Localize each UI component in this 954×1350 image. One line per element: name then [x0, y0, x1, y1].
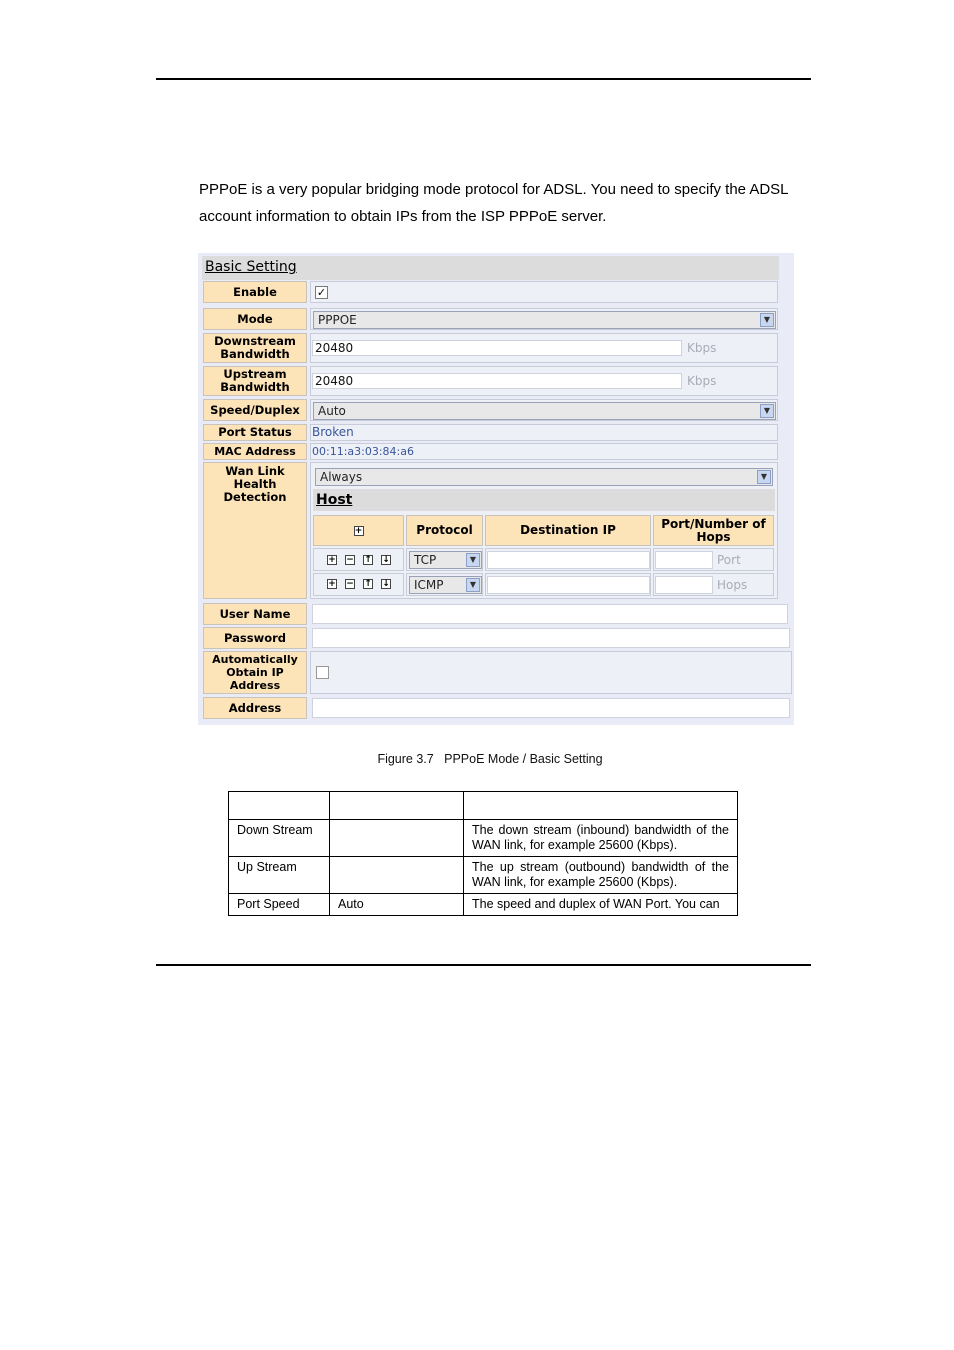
- table-cell: Down Stream: [229, 820, 330, 857]
- mac-address-label: MAC Address: [203, 443, 307, 460]
- table-row: [229, 857, 738, 894]
- row1-port-cell: [653, 548, 774, 571]
- panel-header: [202, 256, 779, 280]
- user-name-value-cell: [310, 603, 790, 625]
- speed-duplex-value-cell: [310, 399, 778, 421]
- row2-protocol-value: ICMP: [414, 578, 444, 592]
- table-cell: [330, 857, 464, 894]
- upstream-label: Upstream Bandwidth: [203, 366, 307, 396]
- password-label: Password: [203, 627, 307, 649]
- intro-paragraph: PPPoE is a very popular bridging mode protocol for ADSL. You need to specify the ADSL account information to obtain IPs from the ISP PPPoE server.: [199, 181, 788, 225]
- chevron-down-icon: ▼: [466, 578, 480, 592]
- row2-port-cell: [653, 573, 774, 596]
- add-row-button[interactable]: +: [354, 525, 363, 536]
- parameter-table: [228, 791, 738, 916]
- table-cell: Auto: [330, 894, 464, 916]
- auto-obtain-ip-value-cell: [310, 651, 792, 694]
- row1-port-placeholder: Port: [717, 553, 741, 567]
- chevron-down-icon: ▼: [757, 470, 771, 484]
- row1-destination-input[interactable]: [487, 551, 650, 569]
- row2-destination-input[interactable]: [487, 576, 650, 594]
- table-cell: The up stream (outbound) bandwidth of the WAN link, for example 25600 (Kbps).: [464, 857, 738, 894]
- address-label: Address: [203, 697, 307, 719]
- row2-hops-input[interactable]: [655, 576, 713, 594]
- wan-detection-select-value: Always: [320, 470, 363, 484]
- row1-protocol-value: TCP: [414, 553, 437, 567]
- enable-value-cell: [310, 281, 778, 303]
- address-input[interactable]: [312, 698, 790, 718]
- upstream-unit: Kbps: [687, 374, 717, 388]
- mode-select-value: PPPOE: [318, 313, 357, 327]
- auto-obtain-ip-label: Automatically Obtain IP Address: [203, 651, 307, 694]
- chevron-down-icon: ▼: [760, 313, 774, 327]
- row2-protocol-select[interactable]: [409, 576, 482, 594]
- auto-obtain-ip-checkbox[interactable]: [316, 666, 329, 679]
- downstream-input[interactable]: 20480: [312, 340, 682, 356]
- row2-move-up-button[interactable]: ↑: [364, 579, 372, 589]
- wan-link-health-cell: [310, 462, 778, 599]
- row1-port-input[interactable]: [655, 551, 713, 569]
- password-value-cell: [310, 627, 792, 649]
- panel-title: Basic Setting: [205, 259, 297, 275]
- downstream-value-cell: [310, 333, 778, 363]
- bottom-rule: [156, 964, 811, 966]
- top-rule: [156, 78, 811, 80]
- password-input[interactable]: [312, 628, 790, 648]
- user-name-input[interactable]: [312, 604, 788, 624]
- row1-dest-cell: [485, 548, 651, 571]
- host-header: [313, 489, 775, 511]
- basic-setting-panel: [198, 253, 794, 725]
- table-cell: [229, 792, 330, 820]
- table-cell: [330, 820, 464, 857]
- row1-buttons-cell: [313, 548, 404, 571]
- figure-caption: Figure 3.7 PPPoE Mode / Basic Setting: [377, 752, 603, 766]
- destination-ip-column-header: Destination IP: [485, 515, 651, 546]
- row2-add-button[interactable]: +: [328, 579, 336, 589]
- table-row: [229, 894, 738, 916]
- row1-protocol-select[interactable]: [409, 551, 482, 569]
- mac-address-value: 00:11:a3:03:84:a6: [312, 445, 414, 458]
- speed-duplex-label: Speed/Duplex: [203, 399, 307, 421]
- chevron-down-icon: ▼: [466, 553, 480, 567]
- enable-checkbox[interactable]: ✓: [316, 286, 327, 299]
- row1-move-up-button[interactable]: ↑: [364, 555, 372, 565]
- protocol-column-header: Protocol: [406, 515, 483, 546]
- enable-label: Enable: [203, 281, 307, 303]
- host-title: Host: [316, 492, 353, 508]
- mode-select[interactable]: [313, 311, 776, 329]
- wan-detection-select[interactable]: [315, 468, 773, 486]
- table-cell: Up Stream: [229, 857, 330, 894]
- mode-value-cell: [310, 308, 778, 330]
- table-cell: Port Speed: [229, 894, 330, 916]
- row2-remove-button[interactable]: −: [346, 579, 354, 589]
- upstream-input[interactable]: 20480: [312, 373, 682, 389]
- row1-move-down-button[interactable]: ↓: [382, 555, 390, 565]
- row1-add-button[interactable]: +: [328, 555, 336, 565]
- row2-move-down-button[interactable]: ↓: [382, 579, 390, 589]
- table-cell: [330, 792, 464, 820]
- row2-dest-cell: [485, 573, 651, 596]
- user-name-label: User Name: [203, 603, 307, 625]
- row2-protocol-cell: [406, 573, 483, 596]
- row2-buttons-cell: [313, 573, 404, 596]
- port-status-label: Port Status: [203, 424, 307, 441]
- host-add-header-cell: [313, 515, 404, 546]
- speed-duplex-select[interactable]: [313, 402, 776, 420]
- table-row: [229, 820, 738, 857]
- downstream-label: Downstream Bandwidth: [203, 333, 307, 363]
- row2-hops-placeholder: Hops: [717, 578, 748, 592]
- port-status-value-cell: [310, 424, 778, 441]
- table-cell: The down stream (inbound) bandwidth of the WAN link, for example 25600 (Kbps).: [464, 820, 738, 857]
- table-cell: [464, 792, 738, 820]
- address-value-cell: [310, 697, 792, 719]
- row1-remove-button[interactable]: −: [346, 555, 354, 565]
- upstream-value-cell: [310, 366, 778, 396]
- table-row: [229, 792, 738, 820]
- port-status-value: Broken: [312, 425, 354, 439]
- speed-duplex-select-value: Auto: [318, 404, 346, 418]
- port-hops-column-header: Port/Number of Hops: [653, 515, 774, 546]
- mode-label: Mode: [203, 308, 307, 330]
- table-cell: The speed and duplex of WAN Port. You can: [464, 894, 738, 916]
- downstream-unit: Kbps: [687, 341, 717, 355]
- mac-address-value-cell: [310, 443, 778, 460]
- row1-protocol-cell: [406, 548, 483, 571]
- chevron-down-icon: ▼: [760, 404, 774, 418]
- wan-link-health-label: Wan Link Health Detection: [203, 462, 307, 599]
